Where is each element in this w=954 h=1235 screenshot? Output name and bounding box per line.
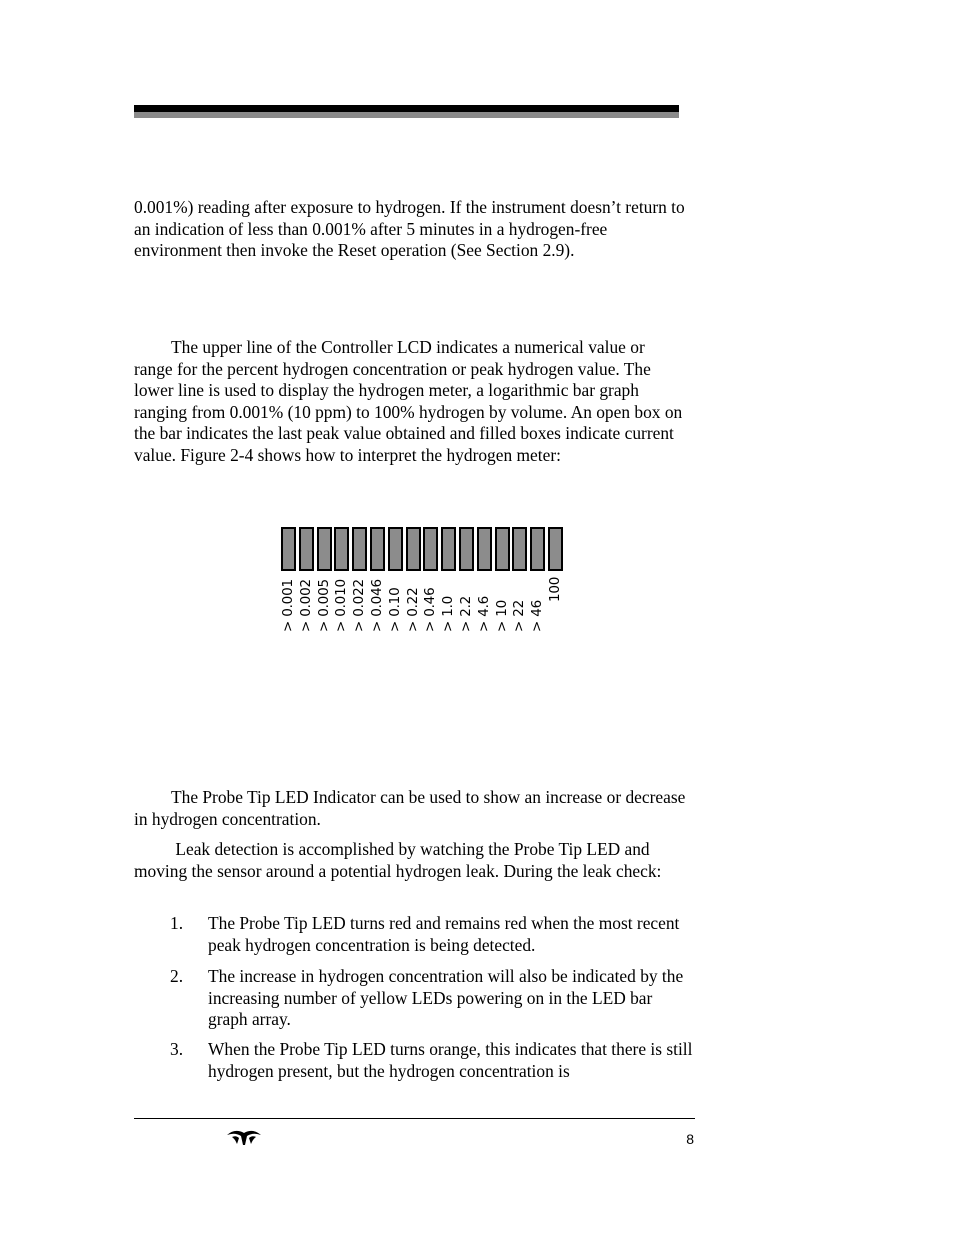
footer-rule [134, 1118, 695, 1119]
paragraph-lcd-description: The upper line of the Controller LCD indicates a numerical value or range for the percent hydrogen concentration or peak hydrogen value. The lower line is used to display the hydrogen meter, a logarithmic bar graph ranging from 0.001% (10 ppm) to 100% hydrogen by volume. An open box on the bar indicates the last peak value obtained and filled boxes indicate current value. Figure 2-4 shows how to interpret the hydrogen meter: [134, 337, 683, 465]
teledyne-logo-icon [226, 1128, 262, 1146]
meter-label: > 0.010 [333, 579, 350, 632]
meter-label: > 1.0 [440, 595, 457, 632]
list-text: When the Probe Tip LED turns orange, this indicates that there is still hydrogen present, but the hydrogen concentration is [208, 1039, 693, 1081]
meter-box [370, 527, 385, 571]
meter-label: > 0.001 [280, 579, 296, 632]
hydrogen-meter-figure [280, 526, 572, 636]
paragraph-probe-tip-led: The Probe Tip LED Indicator can be used to show an increase or decrease in hydrogen concentration. [134, 787, 686, 829]
meter-box [477, 527, 492, 571]
header-rule [134, 105, 679, 112]
meter-box [334, 527, 349, 571]
list-number: 3. [170, 1039, 184, 1059]
meter-box [441, 527, 456, 571]
meter-label: > 0.002 [297, 579, 314, 632]
meter-box [423, 527, 438, 571]
meter-label: > 0.10 [386, 587, 403, 632]
meter-label: > 0.22 [404, 587, 421, 632]
meter-label: > 10 [493, 600, 510, 632]
meter-box [406, 527, 421, 571]
meter-label: > 0.046 [369, 579, 385, 632]
paragraph-reset-note: 0.001%) reading after exposure to hydrogen. If the instrument doesn’t return to an indication of less than 0.001% after 5 minutes in a hydrogen-free environment then invoke the Reset operation (See Section 2.9). [134, 197, 685, 260]
meter-label: > 46 [529, 600, 546, 632]
list-number: 2. [170, 966, 184, 986]
page-number: 8 [686, 1131, 694, 1147]
list-item [134, 966, 694, 1031]
meter-box [530, 527, 545, 571]
header-rule-shadow [134, 112, 679, 118]
meter-box [299, 527, 314, 571]
list-number: 1. [170, 913, 184, 933]
list-text: The Probe Tip LED turns red and remains red when the most recent peak hydrogen concentration is being detected. [208, 913, 680, 955]
list-item [134, 1039, 694, 1082]
list-text: The increase in hydrogen concentration will also be indicated by the increasing number of yellow LEDs powering on in the LED bar graph array. [208, 966, 684, 1029]
meter-box [352, 527, 367, 571]
meter-label: > 4.6 [475, 595, 492, 632]
meter-label: > 0.022 [351, 579, 368, 632]
paragraph-leak-detection: Leak detection is accomplished by watching the Probe Tip LED and moving the sensor around a potential hydrogen leak. During the leak check: [134, 839, 662, 881]
list-item [134, 913, 694, 956]
meter-box [281, 527, 296, 571]
meter-label: > 0.46 [422, 587, 439, 632]
meter-box [317, 527, 332, 571]
meter-label: 100 [547, 576, 563, 602]
meter-label: > 22 [511, 600, 528, 632]
meter-box [459, 527, 474, 571]
meter-box [512, 527, 527, 571]
meter-box [548, 527, 563, 571]
meter-label: > 2.2 [458, 595, 474, 632]
meter-box [495, 527, 510, 571]
meter-label: > 0.005 [315, 579, 332, 632]
meter-box [388, 527, 403, 571]
